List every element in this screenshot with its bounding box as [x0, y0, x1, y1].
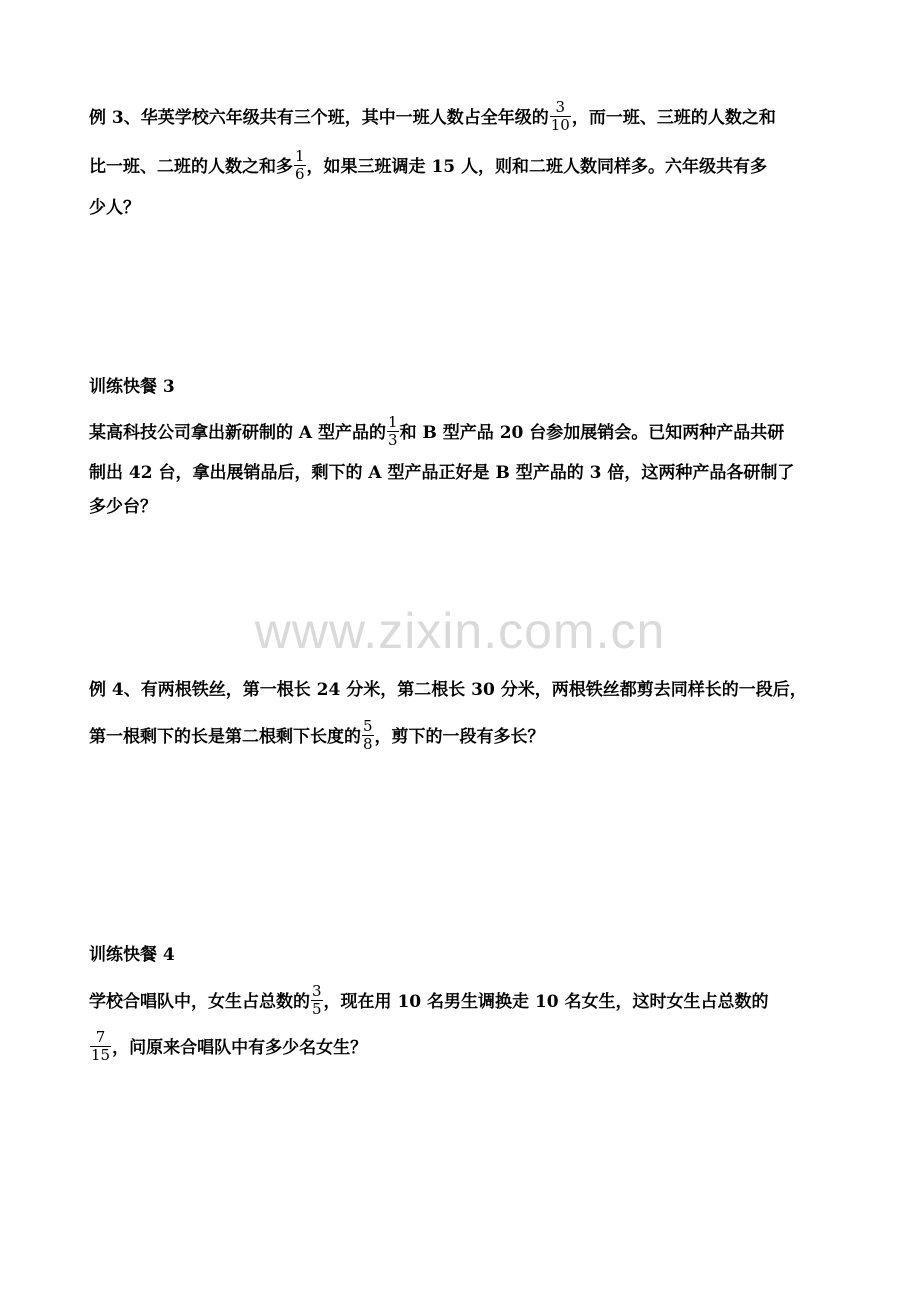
fraction-3-5: $\frac{3}{5}$	[312, 982, 322, 1018]
example3-text: ，如果三班调走 15 人，则和二班人数同样多。六年级共有多	[306, 157, 768, 177]
example4-text: 第一根剩下的长是第二根剩下长度的	[89, 727, 361, 747]
training3-text: 和 B 型产品 20 台参加展销会。已知两种产品共研	[399, 423, 785, 443]
example3-line2	[89, 147, 768, 185]
example3-text: 比一班、二班的人数之和多	[89, 157, 293, 177]
fraction-1-3: $\frac{1}{3}$	[388, 413, 398, 449]
fraction-3-10: $\frac{3}{10}$	[550, 98, 570, 134]
training4-text: ，现在用 10 名男生调换走 10 名女生，这时女生占总数的	[323, 992, 769, 1012]
example4-text: ，剪下的一段有多长？	[374, 727, 545, 747]
training3-title: 训练快餐 3	[89, 377, 175, 397]
training3-line3: 多少台？	[89, 497, 157, 517]
example3-text: ，而一班、三班的人数之和	[571, 108, 776, 128]
fraction-1-6: $\frac{1}{6}$	[295, 147, 305, 183]
training3-text: 某高科技公司拿出新研制的 A 型产品的	[89, 423, 387, 443]
training4-line2	[89, 1028, 368, 1066]
training4-line1	[89, 982, 769, 1020]
watermark: www.zixin.com.cn	[254, 603, 666, 659]
fraction-7-15: $\frac{7}{15}$	[91, 1028, 111, 1064]
fraction-5-8: $\frac{5}{8}$	[363, 717, 373, 753]
example3-line3: 少人？	[89, 198, 140, 218]
training4-title: 训练快餐 4	[89, 945, 175, 965]
example4-line2	[89, 717, 545, 755]
training4-text: 学校合唱队中，女生占总数的	[89, 992, 310, 1012]
example4-line1: 例 4、有两根铁丝，第一根长 24 分米，第二根长 30 分米，两根铁丝都剪去同样长的一段后，	[89, 680, 807, 700]
example3-line1	[89, 98, 776, 136]
training3-line1	[89, 413, 785, 451]
training3-line2: 制出 42 台，拿出展销品后，剩下的 A 型产品正好是 B 型产品的 3 倍，这两种产品各研制了	[89, 463, 795, 483]
example3-text: 例 3、华英学校六年级共有三个班，其中一班人数占全年级的	[89, 108, 549, 128]
training4-text: ，问原来合唱队中有多少名女生？	[112, 1038, 368, 1058]
